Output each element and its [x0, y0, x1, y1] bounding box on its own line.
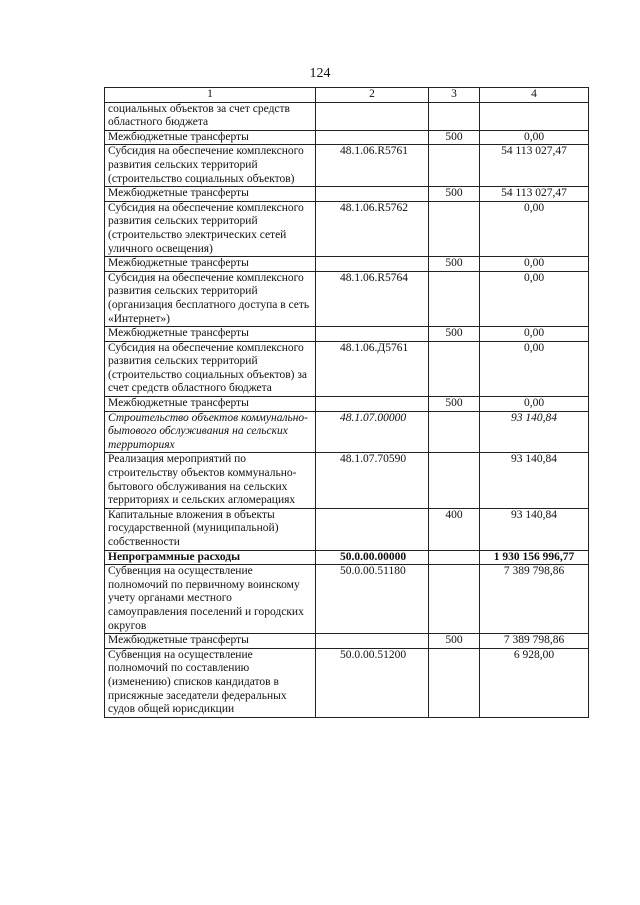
- row-code-cell: 48.1.06.R5764: [316, 271, 429, 326]
- row-type-cell: [429, 565, 480, 634]
- row-code-cell: [316, 327, 429, 342]
- table-row: [105, 145, 589, 187]
- row-name-cell: Межбюджетные трансферты: [105, 397, 316, 412]
- row-name-cell: Субсидия на обеспечение комплексного развития сельских территорий (строительство электрических сетей уличного освещения): [105, 201, 316, 256]
- table-row: [105, 130, 589, 145]
- table-row: [105, 411, 589, 453]
- row-amount-cell: 7 389 798,86: [480, 634, 589, 649]
- row-name-cell: Межбюджетные трансферты: [105, 327, 316, 342]
- row-amount-cell: 0,00: [480, 201, 589, 256]
- row-type-cell: [429, 341, 480, 396]
- row-name-cell: социальных объектов за счет средств областного бюджета: [105, 102, 316, 130]
- row-type-cell: [429, 145, 480, 187]
- row-amount-cell: 0,00: [480, 271, 589, 326]
- row-type-cell: [429, 411, 480, 453]
- row-code-cell: [316, 634, 429, 649]
- row-name-cell: Реализация мероприятий по строительству объектов коммунально-бытового обслуживания на сельских территориях и сельских агломерациях: [105, 453, 316, 508]
- row-code-cell: [316, 130, 429, 145]
- table-row: [105, 397, 589, 412]
- row-type-cell: [429, 453, 480, 508]
- row-name-cell: Капитальные вложения в объекты государственной (муниципальной) собственности: [105, 508, 316, 550]
- row-amount-cell: [480, 102, 589, 130]
- row-amount-cell: 0,00: [480, 397, 589, 412]
- table-row: [105, 201, 589, 256]
- row-amount-cell: 54 113 027,47: [480, 145, 589, 187]
- header-col-1: 1: [105, 88, 316, 103]
- row-amount-cell: 0,00: [480, 130, 589, 145]
- row-code-cell: [316, 257, 429, 272]
- row-name-cell: Субсидия на обеспечение комплексного развития сельских территорий (строительство социальных объектов): [105, 145, 316, 187]
- row-code-cell: [316, 397, 429, 412]
- row-type-cell: [429, 271, 480, 326]
- table-row: [105, 257, 589, 272]
- page-number: 124: [309, 66, 331, 81]
- row-name-cell: Межбюджетные трансферты: [105, 187, 316, 202]
- row-code-cell: 48.1.07.70590: [316, 453, 429, 508]
- row-amount-cell: 6 928,00: [480, 648, 589, 717]
- row-code-cell: 50.0.00.51180: [316, 565, 429, 634]
- table-row: [105, 271, 589, 326]
- row-code-cell: 48.1.06.Д5761: [316, 341, 429, 396]
- row-name-cell: Межбюджетные трансферты: [105, 257, 316, 272]
- header-col-3: 3: [429, 88, 480, 103]
- row-name-cell: Непрограммные расходы: [105, 550, 316, 565]
- row-type-cell: 500: [429, 397, 480, 412]
- row-amount-cell: 93 140,84: [480, 411, 589, 453]
- row-name-cell: Субсидия на обеспечение комплексного развития сельских территорий (организация бесплатного доступа в сеть «Интернет»): [105, 271, 316, 326]
- header-col-2: 2: [316, 88, 429, 103]
- row-amount-cell: 0,00: [480, 257, 589, 272]
- table-row: [105, 550, 589, 565]
- row-type-cell: 500: [429, 187, 480, 202]
- row-type-cell: 400: [429, 508, 480, 550]
- row-type-cell: 500: [429, 257, 480, 272]
- row-amount-cell: 7 389 798,86: [480, 565, 589, 634]
- row-type-cell: [429, 102, 480, 130]
- table-row: [105, 648, 589, 717]
- row-name-cell: Субвенция на осуществление полномочий по составлению (изменению) списков кандидатов в присяжные заседатели федеральных судов общей юрисдикции: [105, 648, 316, 717]
- table-row: [105, 327, 589, 342]
- row-type-cell: [429, 201, 480, 256]
- row-amount-cell: 1 930 156 996,77: [480, 550, 589, 565]
- row-name-cell: Межбюджетные трансферты: [105, 634, 316, 649]
- table-row: [105, 453, 589, 508]
- row-name-cell: Строительство объектов коммунально-бытового обслуживания на сельских территориях: [105, 411, 316, 453]
- row-type-cell: [429, 648, 480, 717]
- row-code-cell: 48.1.07.00000: [316, 411, 429, 453]
- table-row: [105, 508, 589, 550]
- row-code-cell: [316, 102, 429, 130]
- row-amount-cell: 0,00: [480, 341, 589, 396]
- row-amount-cell: 93 140,84: [480, 508, 589, 550]
- row-amount-cell: 54 113 027,47: [480, 187, 589, 202]
- table-row: [105, 565, 589, 634]
- row-code-cell: 48.1.06.R5762: [316, 201, 429, 256]
- row-amount-cell: 93 140,84: [480, 453, 589, 508]
- row-code-cell: [316, 187, 429, 202]
- row-name-cell: Межбюджетные трансферты: [105, 130, 316, 145]
- table-row: [105, 341, 589, 396]
- row-code-cell: 48.1.06.R5761: [316, 145, 429, 187]
- row-type-cell: 500: [429, 634, 480, 649]
- table-header-row: [105, 88, 589, 103]
- table-row: [105, 634, 589, 649]
- row-code-cell: 50.0.00.51200: [316, 648, 429, 717]
- row-amount-cell: 0,00: [480, 327, 589, 342]
- header-col-4: 4: [480, 88, 589, 103]
- row-code-cell: [316, 508, 429, 550]
- row-type-cell: [429, 550, 480, 565]
- row-code-cell: 50.0.00.00000: [316, 550, 429, 565]
- row-name-cell: Субсидия на обеспечение комплексного развития сельских территорий (строительство социальных объектов) за счет средств областного бюджета: [105, 341, 316, 396]
- table-row: [105, 102, 589, 130]
- row-name-cell: Субвенция на осуществление полномочий по первичному воинскому учету органами местного самоуправления поселений и городских округов: [105, 565, 316, 634]
- table-row: [105, 187, 589, 202]
- row-type-cell: 500: [429, 130, 480, 145]
- budget-table: [104, 87, 589, 718]
- row-type-cell: 500: [429, 327, 480, 342]
